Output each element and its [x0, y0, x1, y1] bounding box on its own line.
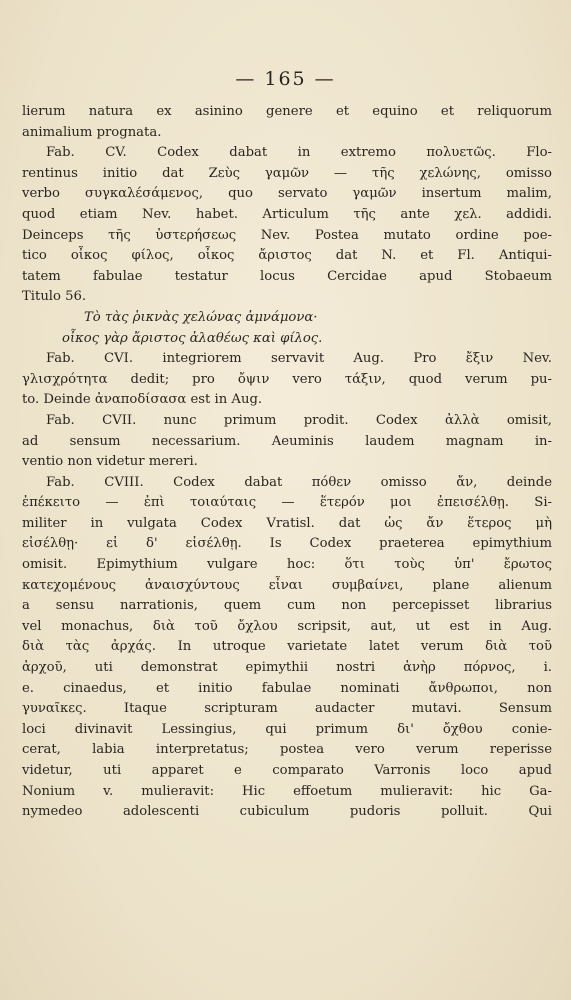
text-line: quod etiam Nev. habet. Articulum τῆς ante χελ. addidi.	[22, 206, 552, 222]
page-number: — 165 —	[235, 68, 336, 90]
paragraph-group-2	[22, 349, 552, 823]
text-line: verbo συγκαλέσάμενος, quo servato γαμῶν insertum malim,	[22, 186, 552, 202]
text-line: Fab. CVIII. Codex dabat πόθεν omisso ἄν, deinde	[46, 474, 552, 490]
text-line: rentinus initio dat Ζεὺς γαμῶν — τῆς χελώνης, omisso	[22, 165, 552, 181]
text-line: κατεχομένους ἀναισχύντους εἶναι συμβαίνει, plane alienum	[22, 577, 552, 593]
text-line: Fab. CVI. integriorem servavit Aug. Pro ἔξιν Nev.	[46, 351, 552, 367]
verse-line: Τὸ τὰς ῥικνὰς χελώνας ἀμνάμονα·	[84, 309, 318, 325]
text-line: ἐπέκειτο — ἐπὶ τοιαύταις — ἕτερόν μοι ἐπεισέλθῃ. Si-	[22, 495, 552, 511]
text-line: ventio non videtur mereri.	[22, 454, 198, 470]
text-line: ἀρχοῦ, uti demonstrat epimythii nostri ἀνὴρ πόρνος, i.	[22, 660, 552, 676]
page-text	[22, 102, 552, 823]
text-line: e. cinaedus, et initio fabulae nominati ἄνθρωποι, non	[22, 680, 552, 696]
text-line: nymedeo adolescenti cubiculum pudoris polluit. Qui	[22, 804, 552, 820]
text-line: lierum natura ex asinino genere et equino et reliquorum	[22, 104, 552, 119]
text-line: to. Deinde ἀναποδίσασα est in Aug.	[22, 392, 263, 408]
text-line: videtur, uti apparet e comparato Varronis loco apud	[22, 763, 552, 778]
text-line: Fab. CV. Codex dabat in extremo πολυετῶς. Flo-	[46, 145, 552, 161]
verse-quotation	[22, 308, 552, 349]
text-line: Titulo 56.	[22, 289, 87, 305]
text-line: tico οἶκος φίλος, οἶκος ἄριστος dat N. et Fl. Antiqui-	[22, 248, 552, 264]
text-line: tatem fabulae testatur locus Cercidae apud Stobaeum	[22, 268, 552, 284]
text-line: Fab. CVII. nunc primum prodit. Codex ἀλλὰ omisit,	[46, 412, 552, 428]
text-line: γυναῖκες. Itaque scripturam audacter mutavi. Sensum	[22, 701, 552, 717]
text-line: vel monachus, διὰ τοῦ ὄχλου scripsit, aut, ut est in Aug.	[22, 618, 552, 634]
text-line: εἰσέλθῃ· εἰ δ' εἰσέλθῃ. Is Codex praeterea epimythium	[22, 536, 552, 552]
text-line: Deinceps τῆς ὑστερήσεως Nev. Postea mutato ordine poe-	[22, 227, 552, 243]
text-line: διὰ τὰς ἀρχάς. In utroque varietate latet verum διὰ τοῦ	[22, 639, 552, 655]
text-line: ad sensum necessarium. Aeuminis laudem magnam in-	[22, 433, 552, 449]
text-line: militer in vulgata Codex Vratisl. dat ὡς ἄν ἕτερος μὴ	[22, 515, 552, 531]
text-line: animalium prognata.	[22, 124, 162, 140]
text-line: γλισχρότητα dedit; pro ὄψιν vero τάξιν, quod verum pu-	[22, 371, 552, 387]
text-line: cerat, labia interpretatus; postea vero verum reperisse	[22, 742, 552, 758]
paragraph-group-1	[22, 102, 552, 308]
text-line: loci divinavit Lessingius, qui primum δι' ὄχθου conie-	[22, 721, 552, 737]
text-line: Nonium v. mulieravit: Hic effoetum mulieravit: hic Ga-	[22, 783, 552, 799]
text-line: omisit. Epimythium vulgare hoc: ὅτι τοὺς ὑπ' ἔρωτος	[22, 557, 552, 573]
verse-line: οἶκος γὰρ ἄριστος ἀλαθέως καὶ φίλος.	[62, 330, 323, 346]
text-line: a sensu narrationis, quem cum non percepisset librarius	[22, 598, 552, 614]
